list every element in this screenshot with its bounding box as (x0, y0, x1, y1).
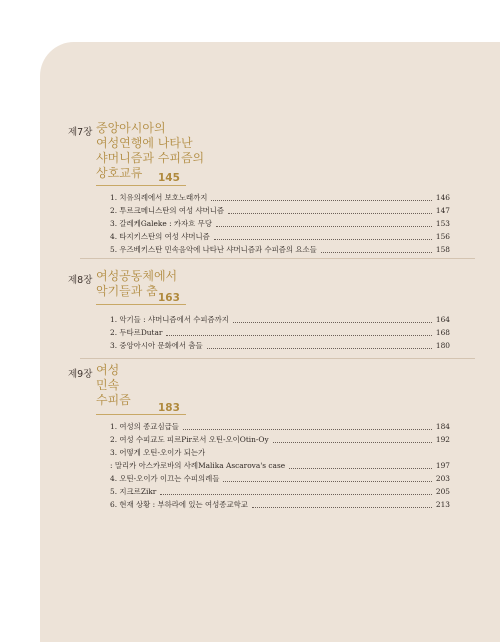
chapter-title-line: 여성연행에 나타난 (96, 136, 193, 150)
toc-entry-page: 192 (435, 435, 450, 444)
toc-entry-title: 1. 치유의례에서 보호노래까지 (110, 193, 208, 202)
contents-panel (40, 42, 500, 642)
toc-entry[interactable] (110, 460, 450, 472)
chapter-rule (96, 304, 186, 305)
toc-entry-page: 184 (435, 422, 450, 431)
toc-entry-page: 147 (435, 206, 450, 215)
dot-leader (289, 468, 432, 469)
toc-entry-title: 3. 중앙아시아 문화에서 춤들 (110, 341, 203, 350)
toc-entry-page: 158 (435, 245, 450, 254)
toc-entry-page: 153 (435, 219, 450, 228)
dot-leader (321, 252, 432, 253)
toc-entry-title: 3. 어떻게 오틴-오이가 되는가 (110, 448, 206, 457)
chapter-label: 제8장 (68, 275, 93, 286)
toc-entry[interactable] (110, 340, 450, 352)
toc-entry[interactable] (110, 434, 450, 446)
toc-entry[interactable] (110, 421, 450, 433)
toc-entry[interactable] (110, 231, 450, 243)
toc-entry-title: 2. 여성 수피교도 피르Pir로서 오틴-오이Otin-Oy (110, 435, 269, 444)
chapter-rule (96, 414, 186, 415)
toc-entry-page: 146 (435, 193, 450, 202)
toc-entry[interactable] (110, 192, 450, 204)
toc-entry-page: 180 (435, 341, 450, 350)
toc-entry-page: 164 (435, 315, 450, 324)
chapter-title-line: 악기들과 춤 (96, 284, 158, 298)
toc-entry-title: 4. 타지키스탄의 여성 샤머니즘 (110, 232, 210, 241)
toc-entry[interactable] (110, 205, 450, 217)
chapter-title-line: 중앙아시아의 (96, 121, 166, 135)
toc-entry-page: 168 (435, 328, 450, 337)
toc-entry-page: 197 (435, 461, 450, 470)
toc-entry-title: 5. 지크르Zikr (110, 487, 157, 496)
chapter-rule (96, 185, 186, 186)
toc-entry[interactable] (110, 314, 450, 326)
toc-entry[interactable] (110, 327, 450, 339)
toc-entry-page: 156 (435, 232, 450, 241)
toc-entry-title: 1. 여성의 종교심급들 (110, 422, 179, 431)
dot-leader (216, 226, 432, 227)
chapter-title (96, 363, 131, 408)
toc-entry-page: 213 (435, 500, 450, 509)
dot-leader (211, 200, 431, 201)
toc-entry[interactable] (110, 218, 450, 230)
section-divider (80, 358, 475, 359)
dot-leader (183, 429, 432, 430)
chapter-title (96, 121, 204, 181)
toc-entry[interactable] (110, 473, 450, 485)
toc-entry-title: 4. 오틴-오이가 이끄는 수피의례들 (110, 474, 220, 483)
toc-entry-title: 3. 갈레케Galeke : 카자흐 무당 (110, 219, 212, 228)
toc-entry-title: 5. 우즈베키스탄 민속음악에 나타난 샤머니즘과 수피즘의 요소들 (110, 245, 317, 254)
dot-leader (160, 494, 432, 495)
toc-entry-title: 2. 두타르Dutar (110, 328, 163, 337)
toc-entry[interactable] (110, 499, 450, 511)
chapter-title-line: 민속 (96, 378, 120, 392)
dot-leader (233, 322, 432, 323)
toc-entry[interactable] (110, 447, 450, 459)
chapter-title-line: 샤머니즘과 수피즘의 (96, 151, 205, 165)
chapter-page[interactable]: 145 (158, 172, 180, 184)
toc-entry-title: : 말리카 아스카로바의 사례Malika Ascarova's case (110, 461, 286, 470)
chapter-page[interactable]: 163 (158, 292, 180, 304)
dot-leader (166, 335, 431, 336)
chapter-title-line: 상호교류 (96, 166, 143, 180)
chapter-title-line: 수피즘 (96, 393, 131, 407)
dot-leader (273, 442, 432, 443)
toc-entry-title: 1. 악기들 : 샤머니즘에서 수피즘까지 (110, 315, 229, 324)
chapter-title-line: 여성공동체에서 (96, 269, 178, 283)
dot-leader (252, 507, 432, 508)
dot-leader (223, 481, 431, 482)
toc-entry-title: 2. 투르크메니스탄의 여성 샤머니즘 (110, 206, 225, 215)
section-divider (80, 258, 475, 259)
chapter-label: 제9장 (68, 369, 93, 380)
dot-leader (207, 348, 432, 349)
toc-entry-page: 205 (435, 487, 450, 496)
dot-leader (228, 213, 432, 214)
toc-entry-title: 6. 현재 상황 : 부하라에 있는 여성종교학교 (110, 500, 248, 509)
toc-entry[interactable] (110, 244, 450, 256)
toc-entry[interactable] (110, 486, 450, 498)
chapter-page[interactable]: 183 (158, 402, 180, 414)
toc-entry-page: 203 (435, 474, 450, 483)
dot-leader (214, 239, 432, 240)
chapter-title-line: 여성 (96, 363, 120, 377)
chapter-label: 제7장 (68, 127, 93, 138)
